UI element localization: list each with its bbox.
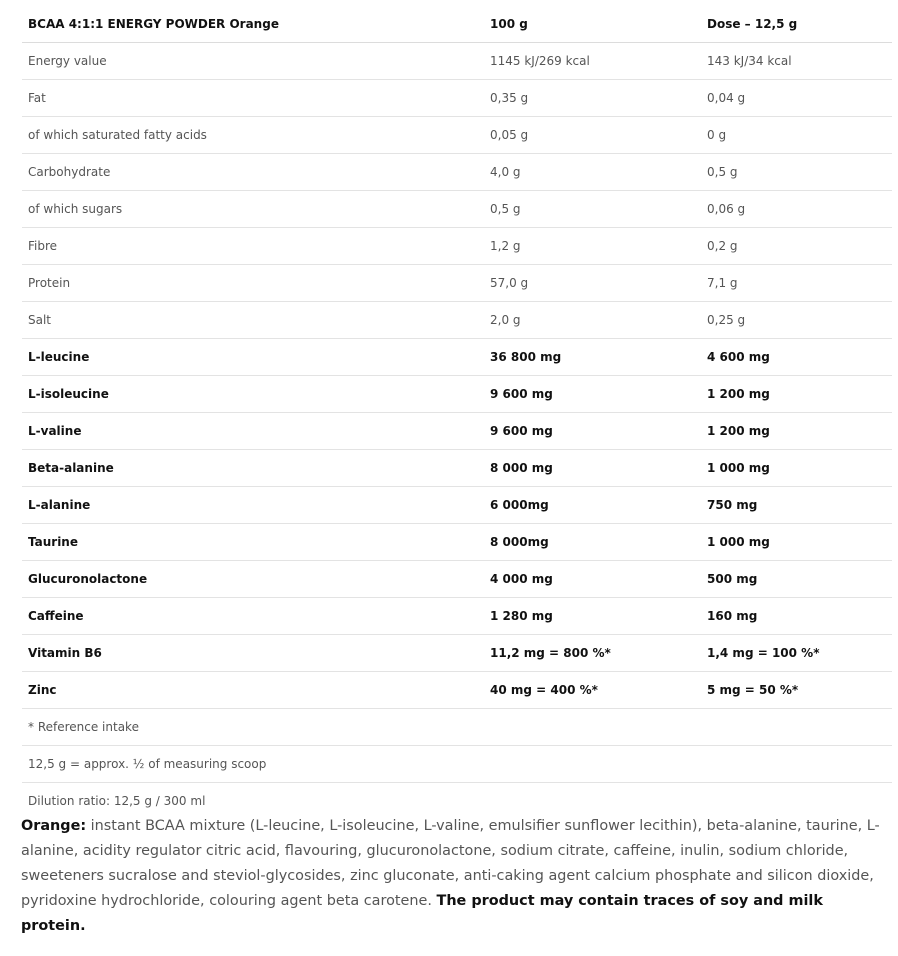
table-row-taurine (22, 524, 892, 561)
value-per-dose: 0 g (707, 128, 727, 142)
value-per-100g: 0,35 g (490, 91, 529, 105)
nutrient-name: Salt (28, 313, 52, 327)
value-per-100g: 4,0 g (490, 165, 521, 179)
value-per-dose: 1 200 mg (707, 387, 770, 401)
value-per-100g: 1145 kJ/269 kcal (490, 54, 590, 68)
value-per-100g: 9 600 mg (490, 424, 553, 438)
ingredients-flavour-label: Orange: (21, 818, 87, 834)
ingredients-text: instant BCAA mixture (L-leucine, L-isoleucine, L-valine, emulsifier sunflower lecithin), beta-alanine, taurine, L-alanine, acidity regulator citric acid, flavouring, glucuronolactone, sodium citrate, caffeine, inulin, sodium chloride, sweeteners sucralose and steviol-glycosides, zinc gluconate, anti-caking agent calcium phosphate and silicon dioxide, pyridoxine hydrochloride, colouring agent beta carotene. (21, 818, 880, 909)
table-row-beta-alanine (22, 450, 892, 487)
nutrient-name: of which saturated fatty acids (28, 128, 207, 142)
nutrient-name: Beta-alanine (28, 461, 114, 475)
nutrient-name: L-alanine (28, 498, 91, 512)
value-per-100g: 1,2 g (490, 239, 521, 253)
nutrient-name: L-leucine (28, 350, 90, 364)
nutrient-name: Protein (28, 276, 71, 290)
ingredients-paragraph (21, 814, 883, 939)
nutrient-name: Carbohydrate (28, 165, 111, 179)
product-name-header: BCAA 4:1:1 ENERGY POWDER Orange (28, 17, 279, 31)
value-per-100g: 2,0 g (490, 313, 521, 327)
value-per-100g: 8 000 mg (490, 461, 553, 475)
value-per-dose: 0,2 g (707, 239, 738, 253)
value-per-dose: 0,25 g (707, 313, 746, 327)
table-row-caffeine (22, 598, 892, 635)
reference-intake-text: * Reference intake (28, 720, 139, 734)
table-row-l-leucine (22, 339, 892, 376)
value-per-dose: 160 mg (707, 609, 758, 623)
table-row-salt (22, 302, 892, 339)
value-per-dose: 750 mg (707, 498, 758, 512)
value-per-dose: 5 mg = 50 %* (707, 683, 799, 697)
nutrient-name: Caffeine (28, 609, 84, 623)
table-row-zinc (22, 672, 892, 709)
value-per-100g: 8 000mg (490, 535, 549, 549)
table-row-fat (22, 80, 892, 117)
scoop-text: 12,5 g = approx. ½ of measuring scoop (28, 757, 267, 771)
table-row-vitamin-b6 (22, 635, 892, 672)
value-per-dose: 1,4 mg = 100 %* (707, 646, 820, 660)
value-per-100g: 9 600 mg (490, 387, 553, 401)
nutrient-name: Fibre (28, 239, 58, 253)
value-per-dose: 4 600 mg (707, 350, 770, 364)
value-per-100g: 11,2 mg = 800 %* (490, 646, 611, 660)
table-row-protein (22, 265, 892, 302)
table-row-fibre (22, 228, 892, 265)
value-per-100g: 0,05 g (490, 128, 529, 142)
value-per-100g: 57,0 g (490, 276, 529, 290)
value-per-dose: 1 000 mg (707, 461, 770, 475)
reference-intake-note (22, 709, 892, 746)
value-per-100g: 1 280 mg (490, 609, 553, 623)
value-per-dose: 143 kJ/34 kcal (707, 54, 792, 68)
nutrient-name: Glucuronolactone (28, 572, 148, 586)
table-row-carbohydrate (22, 154, 892, 191)
value-per-dose: 1 000 mg (707, 535, 770, 549)
value-per-dose: 0,04 g (707, 91, 746, 105)
table-row-sugars (22, 191, 892, 228)
nutrient-name: L-valine (28, 424, 82, 438)
nutrient-name: Fat (28, 91, 46, 105)
value-per-100g: 4 000 mg (490, 572, 553, 586)
nutrient-name: of which sugars (28, 202, 123, 216)
table-row-l-alanine (22, 487, 892, 524)
value-per-100g: 40 mg = 400 %* (490, 683, 598, 697)
nutrient-name: L-isoleucine (28, 387, 109, 401)
table-row-glucuronolactone (22, 561, 892, 598)
value-per-dose: 0,5 g (707, 165, 738, 179)
value-per-dose: 1 200 mg (707, 424, 770, 438)
value-per-100g: 0,5 g (490, 202, 521, 216)
value-per-dose: 0,06 g (707, 202, 746, 216)
allergen-warning: The product may contain traces of soy and milk protein. (21, 893, 823, 934)
table-header-row (22, 6, 892, 43)
value-per-100g: 6 000mg (490, 498, 549, 512)
nutrient-name: Zinc (28, 683, 57, 697)
per-100g-header: 100 g (490, 17, 528, 31)
scoop-note (22, 746, 892, 783)
value-per-dose: 7,1 g (707, 276, 738, 290)
value-per-100g: 36 800 mg (490, 350, 562, 364)
dilution-text: Dilution ratio: 12,5 g / 300 ml (28, 794, 206, 808)
table-row-l-isoleucine (22, 376, 892, 413)
table-row-saturated-fat (22, 117, 892, 154)
nutrient-name: Taurine (28, 535, 78, 549)
table-row-l-valine (22, 413, 892, 450)
nutrient-name: Energy value (28, 54, 107, 68)
value-per-dose: 500 mg (707, 572, 758, 586)
table-row-energy (22, 43, 892, 80)
per-dose-header: Dose – 12,5 g (707, 17, 798, 31)
nutrient-name: Vitamin B6 (28, 646, 102, 660)
nutrition-table (22, 6, 892, 820)
